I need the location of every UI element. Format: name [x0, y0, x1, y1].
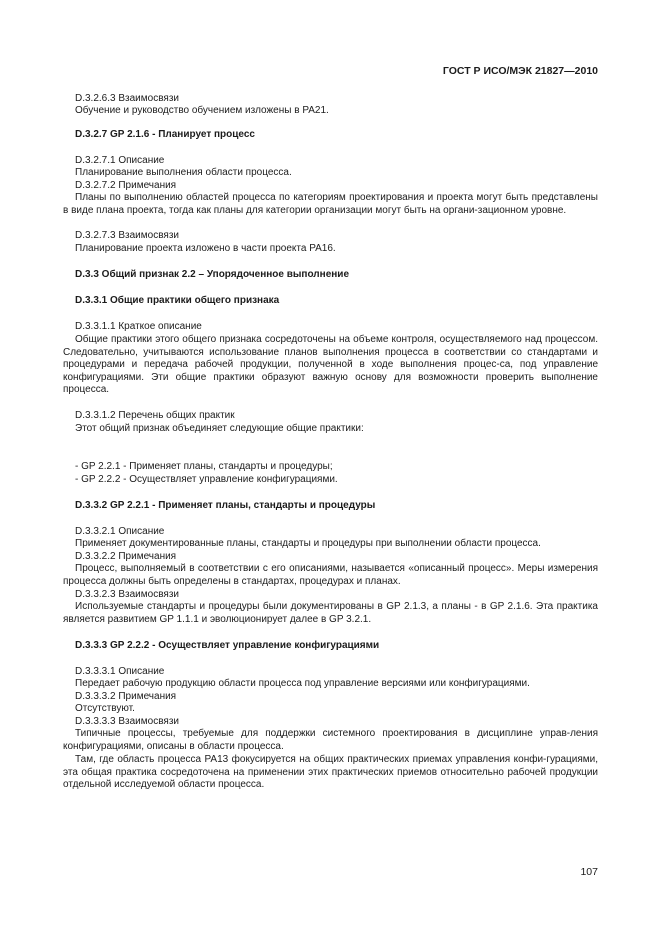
- text-line: Применяет документированные планы, стандарты и процедуры при выполнении области процесса.: [75, 538, 541, 549]
- section-heading: D.3.3.2 GP 2.2.1 - Применяет планы, стандарты и процедуры: [75, 500, 376, 511]
- paragraph: Там, где область процесса PA13 фокусируется на общих практических приемах управления конфи-гурациями, эта общая практика сосредоточена на применении этих практических приемов относительно рабочей продукции отдельной исследуемой области процесса.: [63, 754, 598, 791]
- text-line: Обучение и руководство обучением изложены в PA21.: [75, 105, 329, 116]
- list-item: - GP 2.2.1 - Применяет планы, стандарты и процедуры;: [75, 461, 333, 472]
- section-heading: D.3.3.3 GP 2.2.2 - Осуществляет управление конфигурациями: [75, 640, 380, 651]
- text-line: D.3.3.1.2 Перечень общих практик: [75, 410, 235, 421]
- text-line: D.3.3.3.1 Описание: [75, 666, 165, 677]
- text-line: D.3.3.3.2 Примечания: [75, 691, 177, 702]
- section-heading: D.3.3.1 Общие практики общего признака: [75, 295, 280, 306]
- paragraph: Используемые стандарты и процедуры были документированы в GP 2.1.3, а планы - в GP 2.1.6. Эта практика является развитием GP 1.1.1 и эволюционирует далее в GP 3.2.1.: [63, 601, 598, 625]
- paragraph: Планы по выполнению областей процесса по категориям проектирования и проекта могут быть представлены в виде плана проекта, тогда как планы для категории организации могут быть на органи-зационном уровне.: [63, 192, 598, 216]
- text-line: D.3.3.2.1 Описание: [75, 526, 165, 537]
- text-line: D.3.2.7.2 Примечания: [75, 180, 177, 191]
- text-line: D.3.3.2.3 Взаимосвязи: [75, 589, 179, 600]
- text-line: D.3.3.3.3 Взаимосвязи: [75, 716, 179, 727]
- text-line: Планирование выполнения области процесса.: [75, 167, 292, 178]
- paragraph: Типичные процессы, требуемые для поддержки системного проектирования в дисциплине управ-ления конфигурациями, описаны в области процесса.: [63, 728, 598, 752]
- text-line: Передает рабочую продукцию области процесса под управление версиями или конфигурациями.: [75, 678, 530, 689]
- text-line: D.3.3.1.1 Краткое описание: [75, 321, 202, 332]
- text-line: D.3.3.2.2 Примечания: [75, 551, 177, 562]
- text-line: Этот общий признак объединяет следующие общие практики:: [75, 423, 364, 434]
- paragraph: Общие практики этого общего признака сосредоточены на объеме контроля, осуществляемого над процессом. Следовательно, учитываются использование планов выполнения процесса в соответствии со стандартами и процедурами и передача рабочей продукции, полученной в ходе выполнения процес-са, под управление конфигурациями. Эти общие практики образуют важную основу для возможности проверить выполнение процесса.: [63, 334, 598, 396]
- document-header: ГОСТ Р ИСО/МЭК 21827—2010: [442, 65, 598, 77]
- section-heading: D.3.3 Общий признак 2.2 – Упорядоченное выполнение: [75, 269, 350, 280]
- text-line: D.3.2.6.3 Взаимосвязи: [75, 93, 179, 104]
- text-line: Отсутствуют.: [75, 703, 135, 714]
- text-line: D.3.2.7.3 Взаимосвязи: [75, 230, 179, 241]
- paragraph: Процесс, выполняемый в соответствии с его описаниями, называется «описанный процесс». Меры измерения процесса должны быть определены в стандартах, процедурах и планах.: [63, 563, 598, 587]
- page-number: 107: [580, 866, 598, 878]
- text-line: Планирование проекта изложено в части проекта PA16.: [75, 243, 336, 254]
- text-line: D.3.2.7.1 Описание: [75, 155, 165, 166]
- section-heading: D.3.2.7 GP 2.1.6 - Планирует процесс: [75, 129, 255, 140]
- list-item: - GP 2.2.2 - Осуществляет управление конфигурациями.: [75, 474, 338, 485]
